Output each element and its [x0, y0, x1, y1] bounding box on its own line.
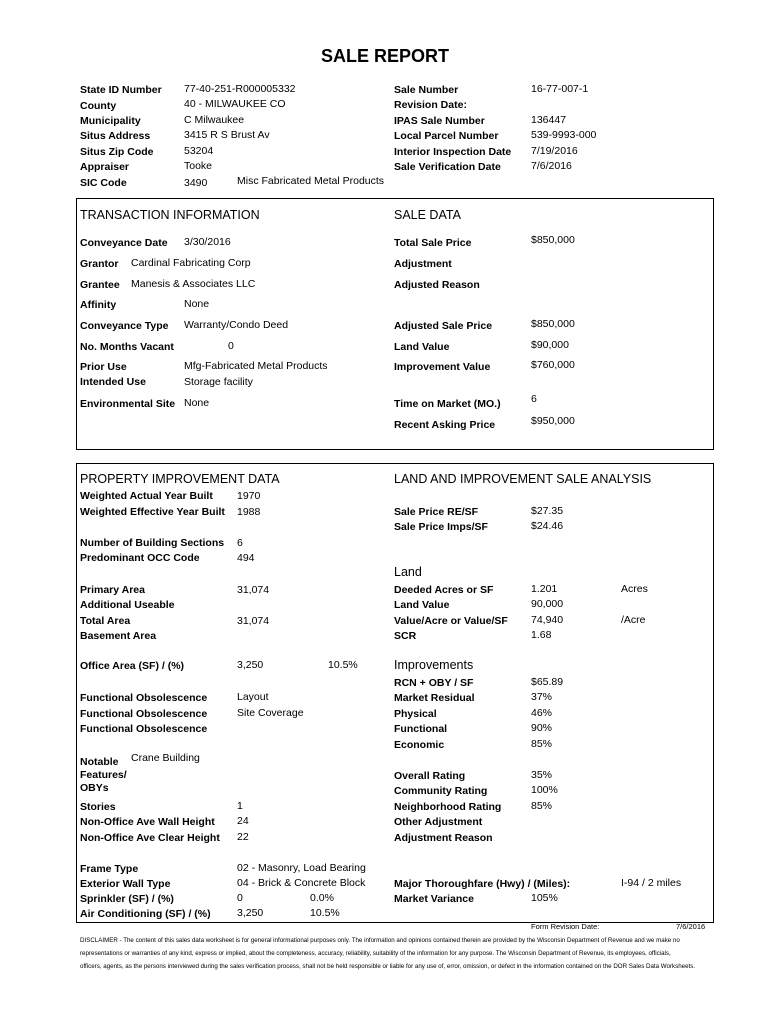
office-area-pct: 10.5% [328, 659, 358, 671]
functional-obsolescence-1-label: Functional Obsolescence [80, 692, 208, 704]
notable-label-1: Notable [80, 756, 119, 768]
functional-obsolescence-1-value: Layout [237, 691, 269, 703]
functional-obsolescence-2-value: Site Coverage [237, 707, 304, 719]
functional-obsolescence-3-label: Functional Obsolescence [80, 723, 208, 735]
adjustment-reason-label: Adjustment Reason [394, 832, 493, 844]
deeded-acres-unit: Acres [621, 583, 648, 595]
weyb-label: Weighted Effective Year Built [80, 506, 225, 518]
neighborhood-rating-value: 85% [531, 800, 553, 812]
adjusted-reason-label: Adjusted Reason [394, 279, 480, 291]
sale-number-label: Sale Number [394, 84, 459, 96]
notable-label-3: OBYs [80, 782, 109, 794]
deeded-acres-value: 1.201 [531, 583, 558, 595]
market-residual-label: Market Residual [394, 692, 475, 704]
sic-code-label: SIC Code [80, 177, 127, 189]
economic-label: Economic [394, 739, 445, 751]
disclaimer-line-1: DISCLAIMER - The content of this sales data worksheet is for general informational purposes only. The information and opinions contained therein are provided by the Wisconsin Department of Revenue and we make no [80, 937, 680, 944]
situs-address-label: Situs Address [80, 130, 151, 142]
neighborhood-rating-label: Neighborhood Rating [394, 801, 502, 813]
value-acre-label: Value/Acre or Value/SF [394, 615, 508, 627]
sic-description: Misc Fabricated Metal Products [237, 175, 385, 187]
analysis-land-value-value: 90,000 [531, 598, 564, 610]
adjusted-sale-price-label: Adjusted Sale Price [394, 320, 493, 332]
stories-label: Stories [80, 801, 116, 813]
building-sections-label: Number of Building Sections [80, 537, 225, 549]
primary-area-value: 31,074 [237, 584, 270, 596]
scr-label: SCR [394, 630, 417, 642]
sale-verification-value: 7/6/2016 [531, 160, 572, 172]
functional-label: Functional [394, 723, 448, 735]
ipas-label: IPAS Sale Number [394, 115, 485, 127]
grantee-value: Manesis & Associates LLC [131, 278, 256, 290]
state-id-value: 77-40-251-R000005332 [184, 83, 296, 95]
air-conditioning-label: Air Conditioning (SF) / (%) [80, 908, 211, 920]
sale-data-heading: SALE DATA [394, 208, 461, 222]
adjustment-label: Adjustment [394, 258, 452, 270]
exterior-wall-value: 04 - Brick & Concrete Block [237, 877, 366, 889]
value-acre-unit: /Acre [621, 614, 646, 626]
transaction-heading: TRANSACTION INFORMATION [80, 208, 260, 222]
overall-rating-value: 35% [531, 769, 553, 781]
clear-height-label: Non-Office Ave Clear Height [80, 832, 220, 844]
physical-label: Physical [394, 708, 437, 720]
intended-use-value: Storage facility [184, 376, 253, 388]
sprinkler-label: Sprinkler (SF) / (%) [80, 893, 174, 905]
conveyance-type-label: Conveyance Type [80, 320, 169, 332]
total-sale-price-label: Total Sale Price [394, 237, 472, 249]
total-sale-price-value: $850,000 [531, 234, 575, 246]
land-value-value: $90,000 [531, 339, 569, 351]
time-on-market-value: 6 [531, 393, 537, 405]
scr-value: 1.68 [531, 629, 552, 641]
prior-use-value: Mfg-Fabricated Metal Products [184, 360, 328, 372]
appraiser-label: Appraiser [80, 161, 130, 173]
sprinkler-pct: 0.0% [310, 892, 334, 904]
conveyance-date-label: Conveyance Date [80, 237, 168, 249]
occ-code-value: 494 [237, 552, 255, 564]
revision-date-label: Revision Date: [394, 99, 467, 111]
municipality-label: Municipality [80, 115, 141, 127]
office-area-sf: 3,250 [237, 659, 264, 671]
situs-address-value: 3415 R S Brust Av [184, 129, 270, 141]
affinity-value: None [184, 298, 210, 310]
improvement-value-label: Improvement Value [394, 361, 491, 373]
appraiser-value: Tooke [184, 160, 213, 172]
land-heading: Land [394, 565, 422, 579]
county-label: County [80, 100, 117, 112]
interior-inspection-label: Interior Inspection Date [394, 146, 512, 158]
environmental-site-value: None [184, 397, 210, 409]
intended-use-label: Intended Use [80, 376, 146, 388]
thoroughfare-value: I-94 / 2 miles [621, 877, 682, 889]
basement-area-label: Basement Area [80, 630, 157, 642]
functional-obsolescence-2-label: Functional Obsolescence [80, 708, 208, 720]
property-heading: PROPERTY IMPROVEMENT DATA [80, 472, 280, 486]
time-on-market-label: Time on Market (MO.) [394, 398, 501, 410]
form-revision-date: 7/6/2016 [676, 922, 706, 931]
total-area-label: Total Area [80, 615, 131, 627]
economic-value: 85% [531, 738, 553, 750]
air-conditioning-pct: 10.5% [310, 907, 340, 919]
wayb-label: Weighted Actual Year Built [80, 490, 213, 502]
rcn-label: RCN + OBY / SF [394, 677, 474, 689]
interior-inspection-value: 7/19/2016 [531, 145, 578, 157]
ipas-value: 136447 [531, 114, 567, 126]
conveyance-type-value: Warranty/Condo Deed [184, 319, 289, 331]
deeded-acres-label: Deeded Acres or SF [394, 584, 494, 596]
sale-price-re-sf-value: $27.35 [531, 505, 564, 517]
local-parcel-value: 539-9993-000 [531, 129, 597, 141]
sic-code-value: 3490 [184, 177, 208, 189]
total-area-value: 31,074 [237, 615, 270, 627]
situs-zip-value: 53204 [184, 145, 214, 157]
wall-height-label: Non-Office Ave Wall Height [80, 816, 215, 828]
analysis-land-value-label: Land Value [394, 599, 450, 611]
market-residual-value: 37% [531, 691, 553, 703]
recent-asking-value: $950,000 [531, 415, 575, 427]
thoroughfare-label: Major Thoroughfare (Hwy) / (Miles): [394, 878, 571, 890]
office-area-label: Office Area (SF) / (%) [80, 660, 185, 672]
value-acre-value: 74,940 [531, 614, 564, 626]
physical-value: 46% [531, 707, 553, 719]
sale-price-imps-sf-value: $24.46 [531, 520, 564, 532]
improvement-value-value: $760,000 [531, 359, 575, 371]
additional-useable-label: Additional Useable [80, 599, 175, 611]
prior-use-label: Prior Use [80, 361, 127, 373]
improvements-heading: Improvements [394, 658, 474, 672]
sale-verification-label: Sale Verification Date [394, 161, 501, 173]
affinity-label: Affinity [80, 299, 117, 311]
disclaimer-line-3: officers, agents, as the persons interviewed during the sales verification process, shall not be held responsible or liable for any use of, error, omission, or defect in the information contained on the DOR Sales Data Worksheets. [80, 963, 696, 970]
municipality-value: C Milwaukee [184, 114, 245, 126]
market-variance-value: 105% [531, 892, 558, 904]
occ-code-label: Predominant OCC Code [80, 552, 200, 564]
recent-asking-label: Recent Asking Price [394, 419, 496, 431]
wayb-value: 1970 [237, 490, 261, 502]
local-parcel-label: Local Parcel Number [394, 130, 499, 142]
months-vacant-label: No. Months Vacant [80, 341, 174, 353]
rcn-value: $65.89 [531, 676, 564, 688]
situs-zip-label: Situs Zip Code [80, 146, 154, 158]
analysis-heading: LAND AND IMPROVEMENT SALE ANALYSIS [394, 472, 652, 486]
environmental-site-label: Environmental Site [80, 398, 176, 410]
sale-price-imps-sf-label: Sale Price Imps/SF [394, 521, 488, 533]
form-revision-label: Form Revision Date: [531, 922, 600, 931]
community-rating-value: 100% [531, 784, 558, 796]
state-id-label: State ID Number [80, 84, 162, 96]
frame-type-label: Frame Type [80, 863, 139, 875]
other-adjustment-label: Other Adjustment [394, 816, 483, 828]
stories-value: 1 [237, 800, 243, 812]
notable-label-2: Features/ [80, 769, 127, 781]
market-variance-label: Market Variance [394, 893, 474, 905]
sprinkler-sf: 0 [237, 892, 243, 904]
weyb-value: 1988 [237, 506, 261, 518]
wall-height-value: 24 [237, 815, 249, 827]
clear-height-value: 22 [237, 831, 249, 843]
grantor-label: Grantor [80, 258, 119, 270]
building-sections-value: 6 [237, 537, 243, 549]
county-value: 40 - MILWAUKEE CO [184, 98, 286, 110]
sale-price-re-sf-label: Sale Price RE/SF [394, 506, 479, 518]
community-rating-label: Community Rating [394, 785, 488, 797]
grantor-value: Cardinal Fabricating Corp [131, 257, 251, 269]
adjusted-sale-price-value: $850,000 [531, 318, 575, 330]
months-vacant-value: 0 [228, 340, 234, 352]
grantee-label: Grantee [80, 279, 120, 291]
notable-features-value: Crane Building [131, 752, 200, 764]
frame-type-value: 02 - Masonry, Load Bearing [237, 862, 366, 874]
overall-rating-label: Overall Rating [394, 770, 466, 782]
disclaimer-line-2: representations or warranties of any kind, express or implied, about the completeness, accuracy, reliability, suitability of the information for any purpose. The Wisconsin Department of Revenue, its employees, officials, [80, 950, 671, 957]
air-conditioning-sf: 3,250 [237, 907, 264, 919]
conveyance-date-value: 3/30/2016 [184, 236, 231, 248]
report-title: SALE REPORT [320, 46, 449, 66]
exterior-wall-label: Exterior Wall Type [80, 878, 171, 890]
functional-value: 90% [531, 722, 553, 734]
sale-number-value: 16-77-007-1 [531, 83, 589, 95]
primary-area-label: Primary Area [80, 584, 145, 596]
land-value-label: Land Value [394, 341, 450, 353]
